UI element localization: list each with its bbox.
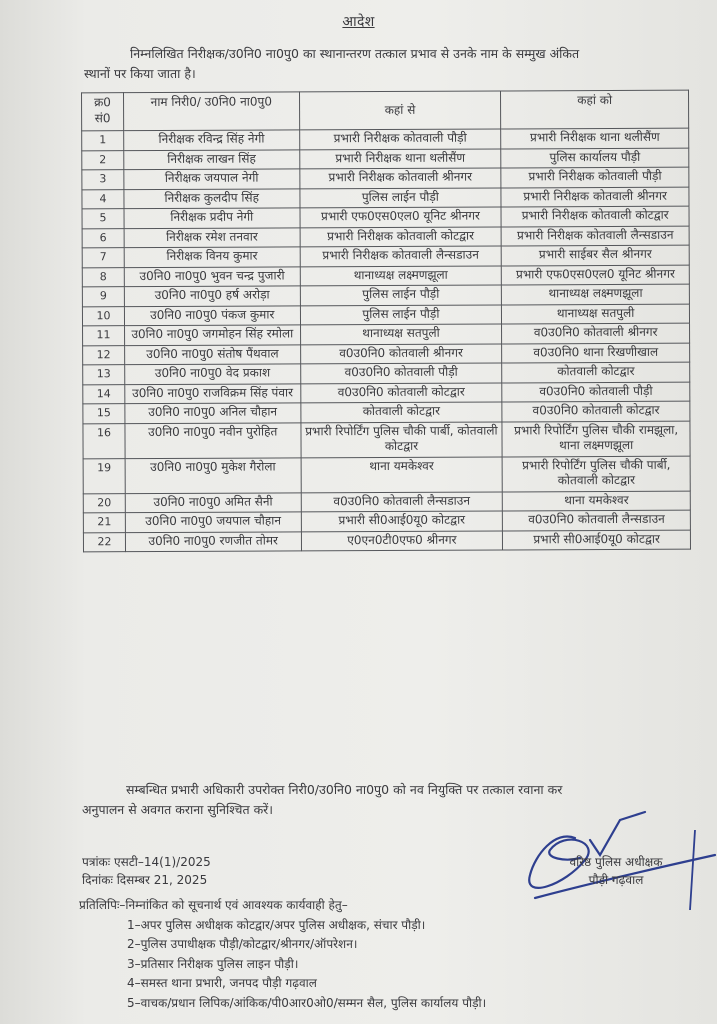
- serial-cell: 11: [83, 326, 125, 346]
- to-cell: प्रभारी सी0आई0यू0 कोटद्वार: [503, 530, 691, 550]
- table-row: [82, 206, 689, 228]
- from-cell: प्रभारी निरीक्षक कोतवाली लैन्सडाउन: [300, 246, 502, 266]
- serial-cell: 13: [83, 365, 125, 385]
- serial-cell: 4: [82, 189, 124, 209]
- to-cell: थानाध्यक्ष सतपुली: [502, 304, 690, 324]
- from-cell: पुलिस लाईन पौड़ी: [300, 304, 502, 324]
- name-cell: उ0नि0 ना0पु0 जयपाल चौहान: [125, 512, 301, 532]
- name-cell: उ0नि0 ना0पु0 राजविक्रम सिंह पंवार: [125, 383, 301, 403]
- serial-cell: 5: [82, 209, 124, 229]
- name-cell: निरीक्षक कुलदीप सिंह: [124, 188, 300, 208]
- from-cell: थानाध्यक्ष सतपुली: [300, 324, 502, 344]
- from-cell: प्रभारी निरीक्षक कोतवाली कोटद्वार: [300, 226, 502, 246]
- table-row: [82, 167, 689, 189]
- from-cell: कोतवाली कोटद्वार: [300, 402, 502, 422]
- serial-cell: 21: [83, 513, 125, 533]
- serial-cell: 3: [82, 170, 124, 190]
- from-cell: प्रभारी एफ0एस0एल0 यूनिट श्रीनगर: [300, 207, 502, 227]
- from-cell: व0उ0नि0 कोतवाली कोटद्वार: [300, 382, 502, 402]
- copy-to-item: 4–समस्त थाना प्रभारी, जनपद पौड़ी गढ़वाल: [127, 976, 317, 990]
- name-cell: निरीक्षक रविन्द्र सिंह नेगी: [124, 130, 300, 150]
- name-cell: उ0नि0 ना0पु0 पंकज कुमार: [124, 305, 300, 325]
- to-cell: प्रभारी निरीक्षक कोतवाली श्रीनगर: [501, 187, 689, 207]
- serial-cell: 1: [82, 131, 124, 151]
- table-row: [82, 128, 689, 150]
- to-cell: व0उ0नि0 कोतवाली कोटद्वार: [502, 401, 690, 421]
- to-cell: कोतवाली कोटद्वार: [502, 362, 690, 382]
- serial-cell: 2: [82, 150, 124, 170]
- to-cell: थानाध्यक्ष लक्ष्मणझूला: [502, 284, 690, 304]
- name-cell: उ0नि0 ना0पु0 अमित सैनी: [125, 492, 301, 512]
- to-cell: पुलिस कार्यालय पौड़ी: [501, 148, 689, 168]
- to-cell: प्रभारी रिपोर्टिंग पुलिस चौकी पार्बी, कोतवाली कोटद्वार: [502, 456, 690, 492]
- signatory-title: वरिष्ठ पुलिस अधीक्षक: [569, 855, 663, 869]
- from-cell: प्रभारी निरीक्षक कोतवाली श्रीनगर: [299, 168, 501, 188]
- to-cell: प्रभारी एफ0एस0एल0 यूनिट श्रीनगर: [502, 265, 690, 285]
- document-title: आदेश: [342, 14, 375, 30]
- table-row: [83, 382, 690, 404]
- name-cell: निरीक्षक रमेश तनवार: [124, 227, 300, 247]
- closing-line-2: अनुपालन से अवगत कराना सुनिश्चित करें।: [82, 802, 274, 817]
- document-date: दिनांकः दिसम्बर 21, 2025: [82, 873, 208, 887]
- from-cell: प्रभारी रिपोर्टिंग पुलिस चौकी पार्बी, कोतवाली कोटद्वार: [301, 421, 503, 457]
- copy-to-item: 5–वाचक/प्रधान लिपिक/आंकिक/पी0आर0ओ0/सम्मन सैल, पुलिस कार्यालय पौड़ी।: [127, 995, 487, 1010]
- copy-to-item: 2–पुलिस उपाधीक्षक पौड़ी/कोटद्वार/श्रीनगर/ऑपरेशन।: [127, 937, 358, 951]
- table-row: [82, 265, 689, 287]
- table-row: [83, 421, 690, 459]
- table-row: [82, 284, 689, 306]
- to-cell: प्रभारी निरीक्षक कोतवाली कोटद्वार: [501, 206, 689, 226]
- table-row: [83, 401, 690, 423]
- serial-cell: 14: [83, 384, 125, 404]
- table-row: [83, 343, 690, 365]
- intro-line-2: स्थानों पर किया जाता है।: [84, 66, 196, 81]
- reference-block: [82, 853, 211, 889]
- table-row: [83, 323, 690, 345]
- serial-cell: 10: [82, 306, 124, 326]
- name-cell: उ0नि0 ना0पु0 मुकेश गैरोला: [125, 457, 301, 493]
- name-cell: उ0नि0 ना0पु0 संतोष पैंथवाल: [125, 344, 301, 364]
- to-cell: प्रभारी निरीक्षक थाना थलीसैंण: [501, 128, 689, 148]
- serial-cell: 20: [83, 493, 125, 513]
- serial-cell: 12: [83, 345, 125, 365]
- to-cell: प्रभारी साईबर सैल श्रीनगर: [501, 245, 689, 265]
- to-cell: थाना यमकेश्वर: [503, 491, 691, 511]
- name-cell: उ0नि0 ना0पु0 रणजीत तोमर: [125, 531, 301, 551]
- from-cell: पुलिस लाईन पौड़ी: [300, 285, 502, 305]
- serial-cell: 15: [83, 404, 125, 424]
- serial-cell: 7: [82, 248, 124, 268]
- copy-to-item: 1–अपर पुलिस अधीक्षक कोटद्वार/अपर पुलिस अधीक्षक, संचार पौड़ी।: [127, 917, 426, 932]
- name-cell: निरीक्षक प्रदीप नेगी: [124, 208, 300, 228]
- name-cell: निरीक्षक लाखन सिंह: [124, 149, 300, 169]
- header-name: नाम निरी0/ उ0नि0 ना0पु0: [123, 92, 299, 131]
- to-cell: प्रभारी निरीक्षक कोतवाली लैन्सडाउन: [501, 226, 689, 246]
- name-cell: निरीक्षक जयपाल नेगी: [124, 169, 300, 189]
- from-cell: पुलिस लाईन पौड़ी: [300, 187, 502, 207]
- from-cell: प्रभारी सी0आई0यू0 कोटद्वार: [301, 511, 503, 531]
- table-row: [82, 187, 689, 209]
- intro-line-1: निम्नलिखित निरीक्षक/उ0नि0 ना0पु0 का स्थानान्तरण तत्काल प्रभाव से उनके नाम के सम्मुख अंकित: [130, 46, 580, 61]
- signatory-block: [556, 853, 676, 889]
- transfer-table: [81, 90, 691, 553]
- serial-cell: 19: [83, 458, 125, 493]
- closing-line-1: सम्बन्धित प्रभारी अधिकारी उपरोक्त निरी0/उ0नि0 ना0पु0 को नव नियुक्ति पर तत्काल रवाना कर: [126, 782, 563, 797]
- from-cell: प्रभारी निरीक्षक थाना थलीसैंण: [299, 148, 501, 168]
- serial-cell: 16: [83, 423, 125, 458]
- intro-paragraph: [84, 44, 717, 84]
- table-header-row: [82, 90, 689, 131]
- name-cell: उ0नि0 ना0पु0 नवीन पुरोहित: [125, 422, 301, 458]
- table-row: [82, 304, 689, 326]
- serial-cell: 8: [82, 267, 124, 287]
- copy-to-section: [79, 896, 486, 1013]
- to-cell: प्रभारी रिपोर्टिंग पुलिस चौकी रामझूला, थाना लक्ष्मणझूला: [502, 421, 690, 457]
- table-row: [83, 456, 690, 494]
- reference-number: पत्रांकः एसटी–14(1)/2025: [82, 855, 211, 869]
- serial-cell: 6: [82, 228, 124, 248]
- header-to: कहां को: [501, 90, 689, 129]
- from-cell: थाना यमकेश्वर: [301, 456, 503, 492]
- table-row: [83, 362, 690, 384]
- table-row: [83, 530, 690, 552]
- header-from: कहां से: [299, 91, 501, 130]
- name-cell: उ0नि0 ना0पु0 हर्ष अरोड़ा: [124, 286, 300, 306]
- name-cell: उ0नि0 ना0पु0 जगमोहन सिंह रमोला: [124, 325, 300, 345]
- from-cell: प्रभारी निरीक्षक कोतवाली पौड़ी: [299, 129, 501, 149]
- table-row: [83, 491, 690, 513]
- from-cell: ए0एन0टी0एफ0 श्रीनगर: [301, 530, 503, 550]
- to-cell: व0उ0नि0 थाना रिखणीखाल: [502, 343, 690, 363]
- name-cell: उ0नि0 ना0पु0 भुवन चन्द्र पुजारी: [124, 266, 300, 286]
- to-cell: व0उ0नि0 कोतवाली पौड़ी: [502, 382, 690, 402]
- from-cell: व0उ0नि0 कोतवाली श्रीनगर: [300, 343, 502, 363]
- from-cell: व0उ0नि0 कोतवाली लैन्सडाउन: [301, 491, 503, 511]
- serial-cell: 9: [82, 287, 124, 307]
- copy-heading: प्रतिलिपिः–निम्नांकित को सूचनार्थ एवं आवश्यक कार्यवाही हेतु–: [79, 898, 348, 912]
- table-row: [82, 226, 689, 248]
- name-cell: उ0नि0 ना0पु0 वेद प्रकाश: [125, 364, 301, 384]
- name-cell: निरीक्षक विनय कुमार: [124, 247, 300, 267]
- serial-cell: 22: [83, 532, 125, 552]
- signatory-place: पौड़ी गढ़वाल: [588, 873, 644, 887]
- to-cell: व0उ0नि0 कोतवाली श्रीनगर: [502, 323, 690, 343]
- table-row: [83, 510, 690, 532]
- from-cell: व0उ0नि0 कोतवाली पौड़ी: [300, 363, 502, 383]
- from-cell: थानाध्यक्ष लक्ष्मणझूला: [300, 265, 502, 285]
- to-cell: प्रभारी निरीक्षक कोतवाली पौड़ी: [501, 167, 689, 187]
- table-row: [82, 245, 689, 267]
- name-cell: उ0नि0 ना0पु0 अनिल चौहान: [125, 403, 301, 423]
- header-serial: क्र0 सं0: [82, 93, 124, 131]
- copy-to-item: 3–प्रतिसार निरीक्षक पुलिस लाइन पौड़ी।: [127, 956, 299, 971]
- table-row: [82, 148, 689, 170]
- to-cell: व0उ0नि0 कोतवाली लैन्सडाउन: [503, 510, 691, 530]
